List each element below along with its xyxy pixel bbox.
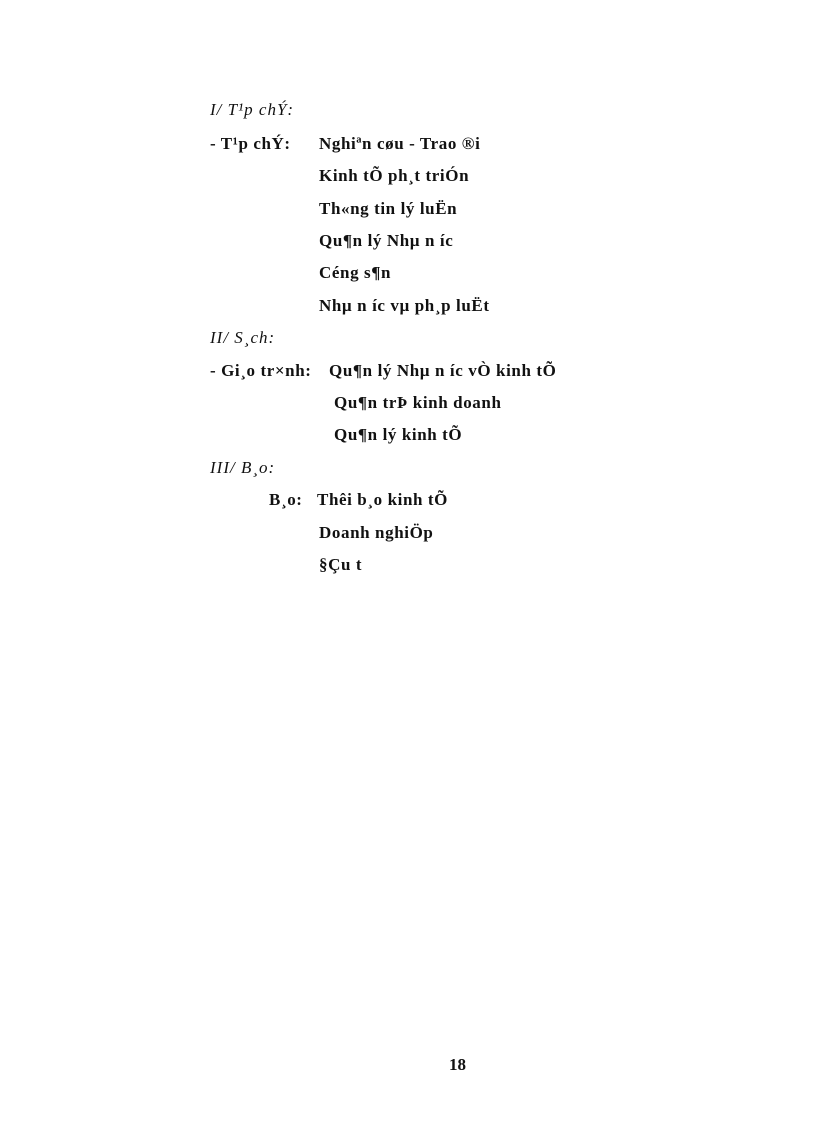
section-1-item: Qu¶n lý Nhµ n íc	[319, 231, 454, 250]
section-2-item: Qu¶n trÞ kinh doanh	[334, 393, 502, 412]
section-2-label: - Gi¸o tr×nh:	[210, 361, 312, 380]
section-1-item: Céng s¶n	[319, 263, 392, 282]
section-1-label: - T¹p chÝ:	[210, 134, 291, 153]
section-3-item: Thêi b¸o kinh tÕ	[317, 490, 448, 509]
section-3-label: B¸o:	[269, 490, 303, 509]
section-1-item: Nghiªn cøu - Trao ®i	[319, 134, 481, 153]
section-1-item: Kinh tÕ ph¸t triÓn	[319, 166, 470, 185]
section-3-item: §Çu t	[319, 555, 363, 574]
section-2-item: Qu¶n lý Nhµ n íc vÒ kinh tÕ	[329, 361, 557, 380]
page-number: 18	[449, 1055, 466, 1074]
section-3-heading: III/ B¸o:	[210, 458, 276, 477]
section-1-item: Nhµ n íc vµ ph¸p luËt	[319, 296, 490, 315]
section-2-heading: II/ S¸ch:	[210, 328, 276, 347]
section-1-item: Th«ng tin lý luËn	[319, 199, 458, 218]
section-1-heading: I/ T¹p chÝ:	[210, 100, 295, 119]
section-3-item: Doanh nghiÖp	[319, 523, 434, 542]
section-2-item: Qu¶n lý kinh tÕ	[334, 425, 463, 444]
